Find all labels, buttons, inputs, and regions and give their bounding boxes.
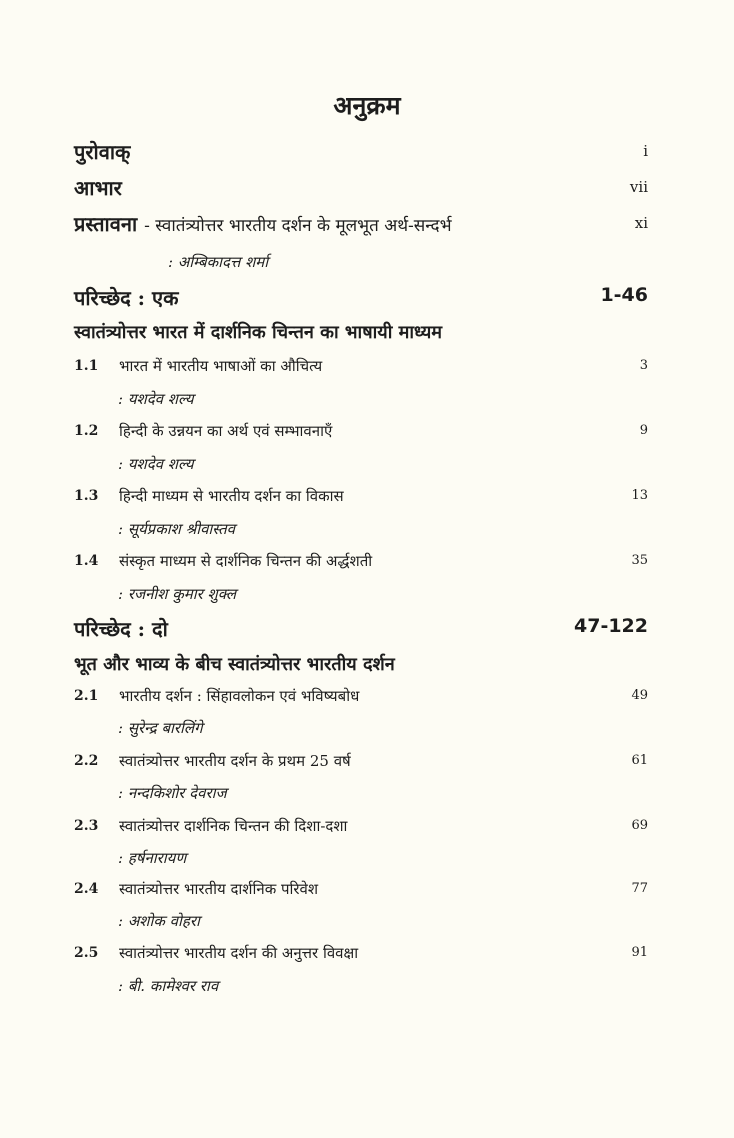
chapter-title: स्वातंत्र्योत्तर भारत में दार्शनिक चिन्तन का भाषायी माध्यम [74, 322, 443, 343]
entry-subtitle: - स्वातंत्र्योत्तर भारतीय दर्शन के मूलभूत अर्थ-सन्दर्भ [144, 216, 452, 236]
toc-entry [74, 486, 648, 512]
entry-title: स्वातंत्र्योत्तर भारतीय दार्शनिक परिवेश [119, 880, 319, 898]
entry-author: : सुरेन्द्र बारलिंगे [118, 719, 203, 737]
entry-page: 77 [631, 881, 648, 896]
chapter-heading-2 [74, 615, 648, 645]
chapter-pages: 1-46 [600, 284, 648, 306]
chapter-title: भूत और भाव्य के बीच स्वातंत्र्योत्तर भारतीय दर्शन [74, 654, 395, 675]
chapter-label: परिच्छेद : दो [74, 617, 168, 641]
toc-entry [74, 751, 648, 777]
entry-label: आभार [74, 176, 122, 200]
entry-author: : यशदेव शल्य [118, 390, 194, 408]
entry-author: : बी. कामेश्वर राव [118, 977, 219, 995]
entry-number: 2.2 [74, 753, 99, 769]
entry-title: स्वातंत्र्योत्तर भारतीय दर्शन की अनुत्तर विवक्षा [119, 944, 359, 962]
toc-entry [74, 356, 648, 382]
entry-number: 1.4 [74, 553, 99, 569]
entry-page: 35 [631, 553, 648, 568]
toc-entry [74, 421, 648, 447]
chapter-heading-1 [74, 284, 648, 314]
entry-page: i [643, 142, 648, 160]
entry-page: 91 [631, 945, 648, 960]
entry-page: 61 [631, 753, 648, 768]
chapter-pages: 47-122 [574, 615, 648, 637]
entry-title: हिन्दी के उन्नयन का अर्थ एवं सम्भावनाएँ [119, 422, 333, 440]
entry-number: 2.4 [74, 881, 99, 897]
entry-author: : नन्दकिशोर देवराज [118, 784, 227, 802]
entry-title: हिन्दी माध्यम से भारतीय दर्शन का विकास [119, 487, 344, 505]
toc-entry-aabhar [74, 174, 648, 204]
entry-author: : हर्षनारायण [118, 849, 187, 867]
entry-number: 2.5 [74, 945, 99, 961]
entry-number: 2.1 [74, 688, 99, 704]
entry-author: : अशोक वोहरा [118, 912, 200, 930]
entry-page: 9 [639, 423, 648, 438]
entry-number: 1.2 [74, 423, 99, 439]
entry-page: vii [629, 178, 648, 196]
entry-title: स्वातंत्र्योत्तर दार्शनिक चिन्तन की दिशा-दशा [119, 817, 348, 835]
entry-label-text: प्रस्तावना [74, 212, 138, 236]
entry-author: : सूर्यप्रकाश श्रीवास्तव [118, 520, 236, 538]
entry-title: भारतीय दर्शन : सिंहावलोकन एवं भविष्यबोध [119, 687, 360, 705]
entry-page: xi [634, 214, 648, 232]
entry-author: : यशदेव शल्य [118, 455, 194, 473]
entry-label: पुरोवाक् [74, 140, 131, 164]
entry-page: 13 [631, 488, 648, 503]
entry-number: 1.1 [74, 358, 99, 374]
toc-entry-prastavana [74, 210, 648, 240]
entry-title: संस्कृत माध्यम से दार्शनिक चिन्तन की अर्द्धशती [119, 552, 373, 570]
entry-label [74, 210, 452, 237]
entry-page: 49 [631, 688, 648, 703]
entry-author: : रजनीश कुमार शुक्ल [118, 585, 237, 603]
entry-author: : अम्बिकादत्त शर्मा [168, 253, 269, 271]
chapter-label: परिच्छेद : एक [74, 286, 179, 310]
toc-entry [74, 879, 648, 905]
toc-entry [74, 551, 648, 577]
entry-page: 69 [631, 818, 648, 833]
entry-number: 1.3 [74, 488, 99, 504]
toc-entry [74, 816, 648, 842]
entry-title: स्वातंत्र्योत्तर भारतीय दर्शन के प्रथम 25 वर्ष [119, 752, 351, 770]
toc-entry-purovak [74, 138, 648, 168]
toc-entry [74, 686, 648, 712]
entry-title: भारत में भारतीय भाषाओं का औचित्य [119, 357, 323, 375]
toc-entry [74, 943, 648, 969]
entry-page: 3 [639, 358, 648, 373]
page-title: अनुक्रम [333, 91, 401, 120]
entry-number: 2.3 [74, 818, 99, 834]
